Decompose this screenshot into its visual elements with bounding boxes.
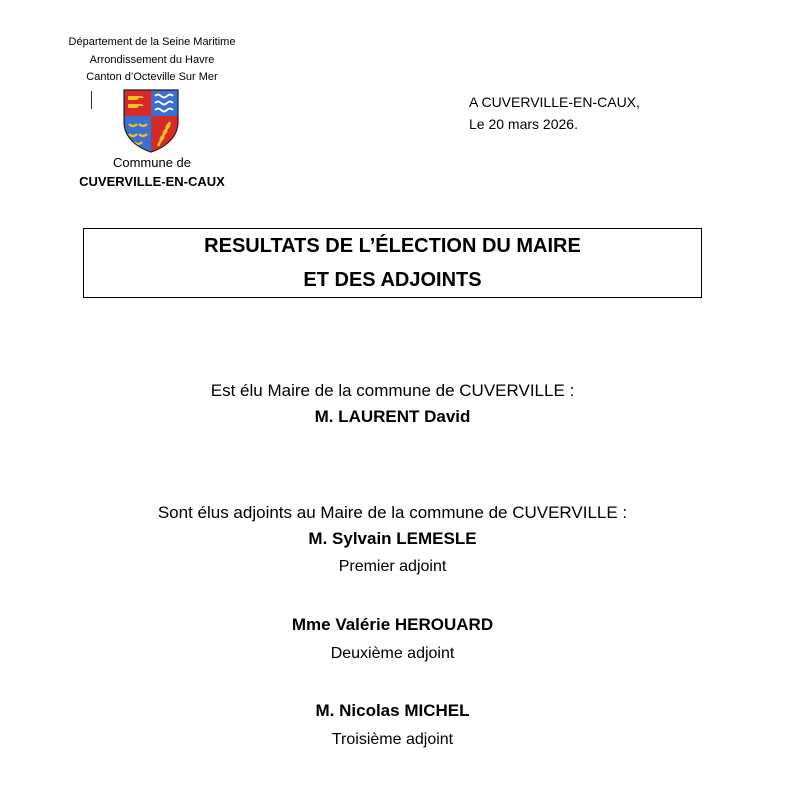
arrondissement-text: Arrondissement du Havre: [89, 53, 215, 66]
commune-label: Commune de: [112, 155, 192, 170]
mayor-name: M. LAURENT David: [314, 407, 471, 426]
adjoint-role: Troisième adjoint: [331, 731, 454, 748]
title-line-1: RESULTATS DE L’ÉLECTION DU MAIRE: [204, 235, 581, 257]
title-line-2: ET DES ADJOINTS: [303, 269, 482, 291]
place-date-block: [469, 91, 719, 135]
adjoint-role: Deuxième adjoint: [330, 645, 455, 662]
text-cursor-line: [91, 91, 92, 109]
header-administrative-block: [62, 34, 242, 87]
coat-of-arms-icon: [122, 88, 180, 154]
commune-name: CUVERVILLE-EN-CAUX: [79, 174, 225, 189]
canton-text: Canton d’Octeville Sur Mer: [86, 71, 218, 83]
date-text: Le 20 mars 2026.: [469, 116, 578, 132]
adjoint-name: Mme Valérie HEROUARD: [291, 615, 494, 634]
adjoint-role: Premier adjoint: [338, 558, 447, 575]
place-text: A CUVERVILLE-EN-CAUX,: [469, 94, 640, 110]
adjoint-name: M. Nicolas MICHEL: [315, 701, 470, 720]
mayor-intro: Est élu Maire de la commune de CUVERVILLE :: [210, 381, 575, 400]
departement-text: Département de la Seine Maritime: [68, 36, 236, 48]
adjoint-name: M. Sylvain LEMESLE: [308, 529, 477, 548]
adjoints-intro: Sont élus adjoints au Maire de la commune de CUVERVILLE :: [157, 503, 628, 522]
document-title-box: [83, 228, 702, 298]
